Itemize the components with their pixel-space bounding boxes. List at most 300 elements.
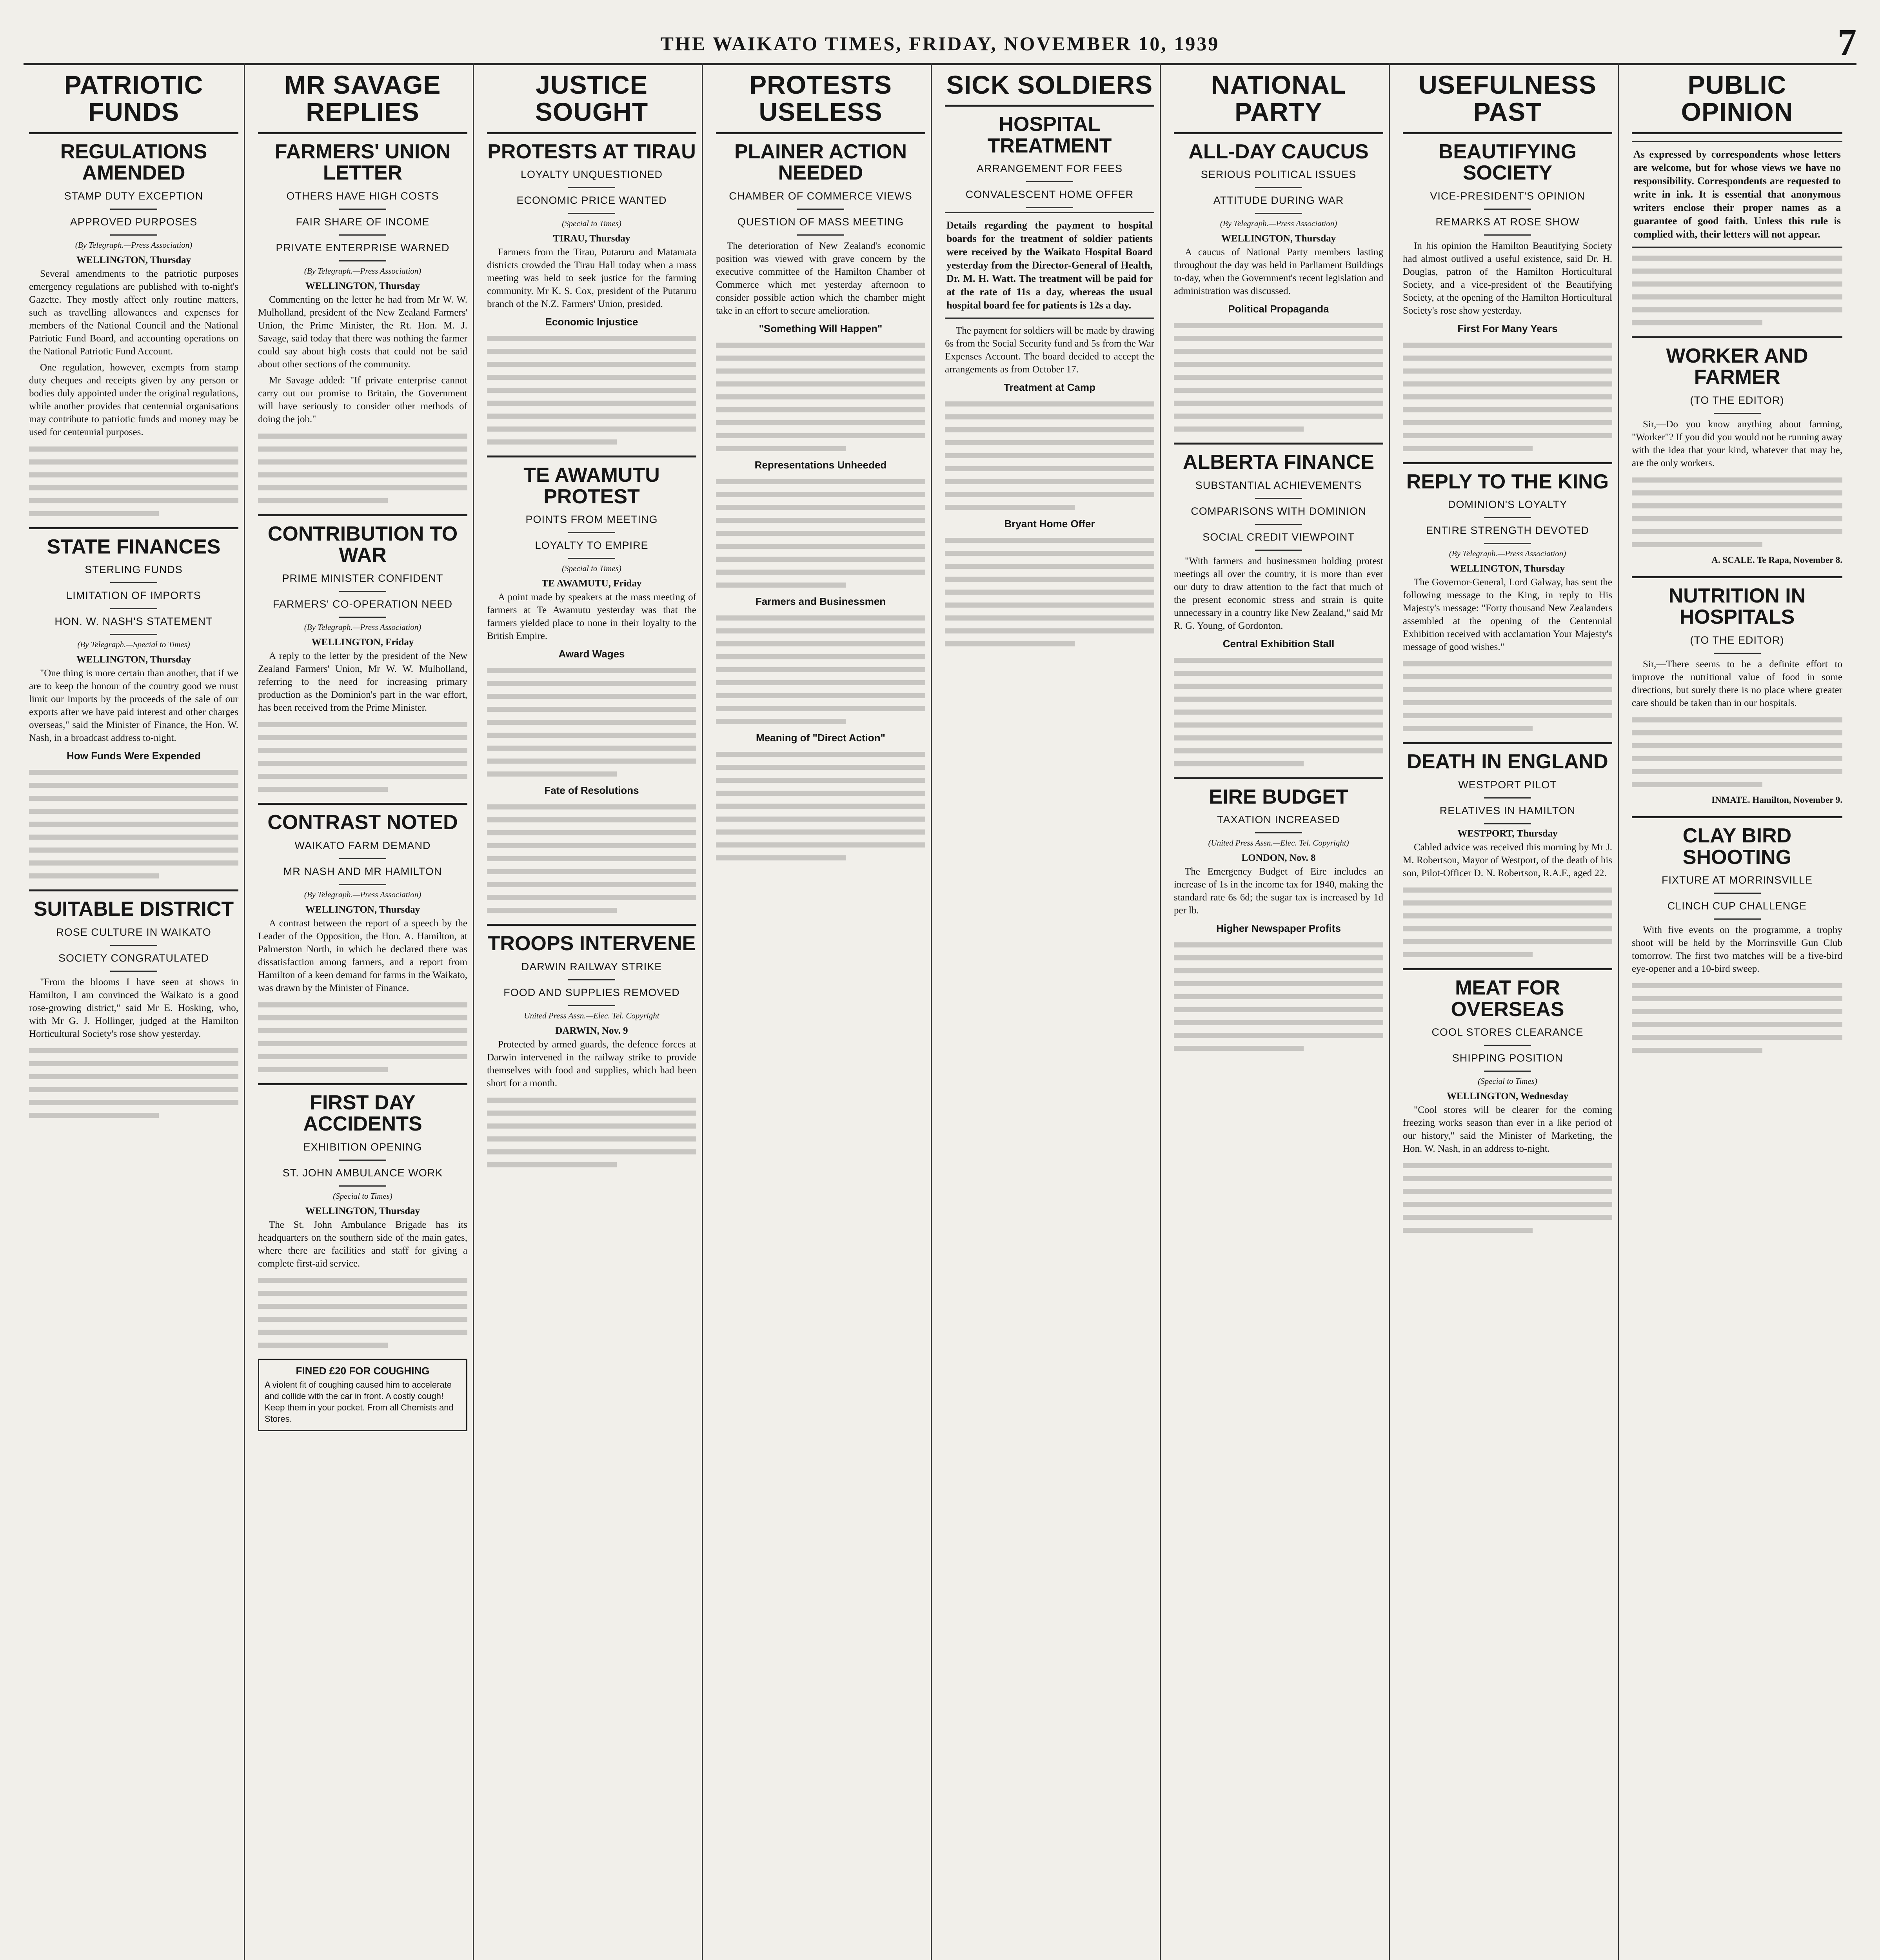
text-line <box>258 1041 467 1046</box>
text-line <box>29 498 238 503</box>
article-deck: ECONOMIC PRICE WANTED <box>516 194 667 207</box>
column <box>24 63 245 1960</box>
article-deck: QUESTION OF MASS MEETING <box>737 216 904 228</box>
text-line <box>945 505 1075 510</box>
text-line <box>487 388 696 393</box>
text-line <box>1174 323 1383 328</box>
article-dateline: LONDON, Nov. 8 <box>1241 853 1316 864</box>
text-line <box>716 641 925 646</box>
text-line <box>258 472 467 477</box>
article-headline: CLAY BIRD SHOOTING <box>1632 816 1842 868</box>
text-placeholder <box>487 1098 696 1167</box>
article-paragraph: "From the blooms I have seen at shows in Hamilton, I am convinced the Waikato is a good rose-growing district," said Mr E. Hosking, who, with Mr G. J. Hollinger, judged at the Hamilton Horticultural Society's rose show yesterday. <box>29 976 238 1039</box>
article-deck: FAIR SHARE OF INCOME <box>296 216 430 228</box>
article-deck: WESTPORT PILOT <box>1458 779 1557 791</box>
text-line <box>716 557 925 562</box>
advertisement <box>258 1359 467 1431</box>
article-dateline: WELLINGTON, Thursday <box>76 254 191 265</box>
article-subheading: "Something Will Happen" <box>759 322 883 334</box>
text-placeholder <box>258 1278 467 1348</box>
text-line <box>487 1111 696 1116</box>
text-line <box>487 336 696 341</box>
article <box>1403 968 1612 1233</box>
deck-rule <box>1714 413 1761 414</box>
article <box>1632 336 1842 565</box>
article-deck: (TO THE EDITOR) <box>1690 634 1784 646</box>
text-line <box>716 570 925 575</box>
column <box>710 63 932 1960</box>
text-line <box>716 407 925 412</box>
article-headline: FIRST DAY ACCIDENTS <box>258 1083 467 1135</box>
text-placeholder <box>716 479 925 588</box>
text-line <box>716 446 846 451</box>
deck-rule <box>1026 207 1073 208</box>
text-line <box>487 843 696 848</box>
article-paragraph: Cabled advice was received this morning by Mr J. M. Robertson, Mayor of Westport, of the death of his son, Pilot-Officer D. N. Robertson, R.A.F., aged 22. <box>1403 842 1612 878</box>
article-deck: FOOD AND SUPPLIES REMOVED <box>503 986 680 998</box>
text-line <box>1403 661 1612 666</box>
article <box>1174 777 1383 1051</box>
text-line <box>1174 1033 1383 1038</box>
deck-rule <box>110 234 157 236</box>
article-credit: (By Telegraph.—Press Association) <box>75 240 193 250</box>
text-line <box>258 1015 467 1020</box>
text-line <box>487 771 617 777</box>
column-headline: JUSTICE SOUGHT <box>487 71 696 134</box>
article-deck: FIXTURE AT MORRINSVILLE <box>1661 874 1813 886</box>
article-headline: TE AWAMUTU PROTEST <box>487 456 696 507</box>
article-credit: (Special to Times) <box>333 1191 392 1201</box>
article-paragraph: A point made by speakers at the mass meeting of farmers at Te Awamutu yesterday was that the farmers yielded place to none in their loyalty to the British Empire. <box>487 592 696 642</box>
article-paragraph: The Emergency Budget of Eire includes an increase of 1s in the income tax for 1940, making the standard rate 6s 6d; the sugar tax is increased by 1d per lb. <box>1174 866 1383 916</box>
article-deck: SUBSTANTIAL ACHIEVEMENTS <box>1195 479 1362 491</box>
article-dateline: DARWIN, Nov. 9 <box>555 1025 628 1036</box>
text-line <box>258 498 388 503</box>
text-line <box>487 746 696 751</box>
article-credit: (By Telegraph.—Press Association) <box>1220 219 1337 229</box>
text-placeholder <box>1403 887 1612 957</box>
article-credit: (Special to Times) <box>562 219 621 229</box>
text-line <box>1174 414 1383 419</box>
text-placeholder <box>1403 343 1612 451</box>
text-line <box>1174 968 1383 973</box>
text-line <box>29 822 238 827</box>
deck-rule <box>1484 209 1531 210</box>
text-line <box>258 735 467 740</box>
article-credit: (By Telegraph.—Special to Times) <box>77 640 190 650</box>
article-deck: STAMP DUTY EXCEPTION <box>64 190 203 202</box>
article-paragraph: The St. John Ambulance Brigade has its headquarters on the southern side of the main gates, where there are facilities and staff for giving a complete first-aid service. <box>258 1219 467 1269</box>
article-headline: MEAT FOR OVERSEAS <box>1403 968 1612 1020</box>
text-line <box>1174 942 1383 947</box>
text-line <box>716 505 925 510</box>
text-line <box>487 759 696 764</box>
text-line <box>716 778 925 783</box>
text-line <box>716 719 846 724</box>
text-line <box>1403 687 1612 692</box>
deck-rule <box>339 209 386 210</box>
advert-text: A violent fit of coughing caused him to accelerate and collide with the car in front. A costly cough! Keep them in your pocket. From all Chemists and Stores. <box>265 1379 454 1424</box>
deck-rule <box>1484 517 1531 518</box>
article-paragraph: With five events on the programme, a trophy shoot will be held by the Morrinsville Gun Club tomorrow. The first two matches will be a five-bird eye-opener and a 10-bird sweep. <box>1632 925 1842 975</box>
text-line <box>1174 1020 1383 1025</box>
text-line <box>1174 710 1383 715</box>
article-subheading: Bryant Home Offer <box>1004 518 1095 530</box>
article-credit: (By Telegraph.—Press Association) <box>304 889 421 899</box>
article <box>258 803 467 1072</box>
deck-rule <box>797 209 844 210</box>
text-line <box>945 628 1154 633</box>
article <box>1403 742 1612 957</box>
text-line <box>487 869 696 874</box>
deck-rule <box>110 608 157 609</box>
text-line <box>1403 700 1612 705</box>
text-line <box>716 615 925 621</box>
article-dateline: WELLINGTON, Thursday <box>1221 233 1336 244</box>
text-line <box>1174 981 1383 986</box>
text-line <box>716 433 925 438</box>
text-placeholder <box>1632 477 1842 547</box>
article-paragraph: Farmers from the Tirau, Putaruru and Matamata districts crowded the Tirau Hall today when a mass meeting was held to seek justice for the farming community. Mr K. S. Cox, president of the Putaruru branch of the N.Z. Farmers' Union, presided. <box>487 247 696 310</box>
article-headline: FARMERS' UNION LETTER <box>274 140 451 185</box>
letter-signature: INMATE. Hamilton, November 9. <box>1711 795 1842 805</box>
article <box>1632 816 1842 1053</box>
deck-rule <box>110 634 157 635</box>
deck-rule <box>1714 918 1761 920</box>
text-line <box>1632 1009 1842 1014</box>
article-deck: EXHIBITION OPENING <box>303 1141 422 1153</box>
deck-rule <box>1255 498 1302 499</box>
text-line <box>1174 362 1383 367</box>
text-line <box>29 873 159 878</box>
text-line <box>1403 726 1533 731</box>
deck-rule <box>1484 797 1531 799</box>
article <box>29 141 238 516</box>
article-deck: SERIOUS POLITICAL ISSUES <box>1201 169 1357 181</box>
article-subheading: Economic Injustice <box>545 316 638 328</box>
text-line <box>1174 994 1383 999</box>
article-headline: TROOPS INTERVENE <box>487 924 696 955</box>
text-line <box>716 680 925 685</box>
text-line <box>1632 256 1842 261</box>
column <box>1168 63 1390 1960</box>
text-line <box>29 1100 238 1105</box>
text-line <box>29 860 238 866</box>
article-headline: PLAINER ACTION NEEDED <box>734 140 907 185</box>
column-headline: SICK SOLDIERS <box>945 71 1154 107</box>
text-placeholder <box>258 722 467 792</box>
text-line <box>487 733 696 738</box>
text-line <box>716 706 925 711</box>
article-deck: PRIME MINISTER CONFIDENT <box>282 572 443 584</box>
article-paragraph: Sir,—There seems to be a definite effort to improve the nutritional value of food in some directions, but surely there is no place where greater care should be taken than in our hospitals. <box>1632 659 1842 708</box>
text-line <box>1174 671 1383 676</box>
text-placeholder <box>1174 658 1383 766</box>
deck-rule <box>339 1185 386 1187</box>
page-number: 7 <box>1838 21 1856 63</box>
text-line <box>1174 748 1383 753</box>
text-line <box>29 848 238 853</box>
text-line <box>945 641 1075 646</box>
text-line <box>945 440 1154 445</box>
text-line <box>487 349 696 354</box>
text-line <box>945 564 1154 569</box>
deck-rule <box>339 260 386 261</box>
article-deck: MR NASH AND MR HAMILTON <box>283 865 442 877</box>
letter-signature: A. SCALE. Te Rapa, November 8. <box>1711 555 1842 565</box>
text-line <box>1632 717 1842 722</box>
text-line <box>1403 433 1612 438</box>
article-paragraph: Mr Savage added: "If private enterprise cannot carry out our promise to Britain, the Government will have seriously to consider other methods of doing the job." <box>258 375 467 425</box>
deck-rule <box>1484 823 1531 824</box>
text-line <box>1403 713 1612 718</box>
article-dateline: WELLINGTON, Thursday <box>305 280 420 291</box>
deck-rule <box>1484 1045 1531 1046</box>
text-line <box>29 770 238 775</box>
text-line <box>487 720 696 725</box>
text-line <box>1403 952 1533 957</box>
article-subheading: Fate of Resolutions <box>544 784 639 797</box>
text-placeholder <box>1632 983 1842 1053</box>
text-line <box>487 804 696 809</box>
column-headline: MR SAVAGE REPLIES <box>258 71 467 134</box>
text-line <box>1632 503 1842 508</box>
text-line <box>29 835 238 840</box>
text-line <box>29 1074 238 1079</box>
article-deck: STERLING FUNDS <box>85 564 183 576</box>
article <box>487 924 696 1167</box>
text-line <box>1403 887 1612 893</box>
text-line <box>945 466 1154 471</box>
article-headline: CONTRAST NOTED <box>258 803 467 833</box>
text-placeholder <box>716 615 925 724</box>
deck-rule <box>110 582 157 583</box>
text-line <box>1174 401 1383 406</box>
text-line <box>1174 1007 1383 1012</box>
article-dateline: WELLINGTON, Friday <box>311 637 414 648</box>
deck-rule <box>568 558 615 559</box>
text-line <box>29 485 238 490</box>
text-line <box>258 761 467 766</box>
column-headline: USEFULNESS PAST <box>1403 71 1612 134</box>
article-headline: EIRE BUDGET <box>1174 777 1383 808</box>
article-deck: ENTIRE STRENGTH DEVOTED <box>1426 524 1589 537</box>
text-line <box>258 748 467 753</box>
text-line <box>1403 407 1612 412</box>
text-line <box>29 1061 238 1066</box>
text-line <box>487 439 617 445</box>
article-subheading: Treatment at Camp <box>1003 381 1096 394</box>
article-deck: LOYALTY TO EMPIRE <box>535 539 648 552</box>
text-line <box>716 394 925 399</box>
text-placeholder <box>29 770 238 878</box>
text-line <box>258 1317 467 1322</box>
article-deck: ROSE CULTURE IN WAIKATO <box>56 926 211 938</box>
article <box>1632 576 1842 805</box>
text-line <box>258 1278 467 1283</box>
text-line <box>1632 516 1842 521</box>
article-deck: HON. W. NASH'S STATEMENT <box>54 615 213 628</box>
text-line <box>258 1343 388 1348</box>
text-line <box>258 434 467 439</box>
text-line <box>1403 356 1612 361</box>
text-placeholder <box>487 336 696 445</box>
article <box>1174 443 1383 766</box>
article-deck: CLINCH CUP CHALLENGE <box>1667 900 1807 912</box>
text-line <box>487 817 696 822</box>
text-line <box>945 577 1154 582</box>
text-line <box>29 783 238 788</box>
advert-headline: FINED £20 FOR COUGHING <box>296 1365 430 1377</box>
article-deck: POINTS FROM MEETING <box>525 514 658 526</box>
article-intro: As expressed by correspondents whose letters are welcome, but for whose views we have no responsibility. Correspondents are requested to write in ink. It is essential that anonymous writers enclose their proper names as a guarantee of good faith. Unless this rule is complied with, their letters will not appear. <box>1632 141 1842 248</box>
article-paragraph: The Governor-General, Lord Galway, has sent the following message to the King, in reply to His Majesty's message: "Forty thousand New Zealanders assembled at the opening of the Centennial Exhibition received with acclamation Your Majesty's message of good wishes." <box>1403 577 1612 653</box>
deck-rule <box>1484 543 1531 544</box>
text-line <box>716 765 925 770</box>
article-subheading: How Funds Were Expended <box>67 750 201 762</box>
article-credit: (United Press Assn.—Elec. Tel. Copyright) <box>1208 838 1349 848</box>
text-line <box>1174 722 1383 728</box>
article-deck: WAIKATO FARM DEMAND <box>294 839 431 851</box>
text-line <box>258 722 467 727</box>
text-line <box>716 628 925 633</box>
deck-rule <box>1484 234 1531 236</box>
text-line <box>1403 1228 1533 1233</box>
article-deck: SOCIAL CREDIT VIEWPOINT <box>1202 531 1355 543</box>
article-dateline: WELLINGTON, Thursday <box>305 904 420 915</box>
article-dateline: TE AWAMUTU, Friday <box>541 578 642 589</box>
article-credit: (Special to Times) <box>562 564 621 573</box>
text-line <box>29 1087 238 1092</box>
text-line <box>716 654 925 659</box>
deck-rule <box>1714 653 1761 654</box>
text-placeholder <box>258 434 467 503</box>
article-subheading: Central Exhibition Stall <box>1222 637 1335 650</box>
text-line <box>1174 684 1383 689</box>
text-line <box>1403 1189 1612 1194</box>
text-line <box>945 453 1154 458</box>
text-line <box>716 368 925 374</box>
column-headline: NATIONAL PARTY <box>1174 71 1383 134</box>
text-line <box>487 1136 696 1142</box>
text-placeholder <box>1403 1163 1612 1233</box>
column <box>1626 63 1848 1960</box>
article-deck: SOCIETY CONGRATULATED <box>58 952 209 964</box>
text-line <box>29 472 238 477</box>
text-line <box>716 829 925 835</box>
text-line <box>1174 349 1383 354</box>
text-line <box>258 1054 467 1059</box>
text-line <box>1403 343 1612 348</box>
text-line <box>487 426 696 432</box>
text-line <box>716 855 846 860</box>
text-line <box>487 414 696 419</box>
text-line <box>1174 388 1383 393</box>
text-line <box>1174 658 1383 663</box>
article-deck: OTHERS HAVE HIGH COSTS <box>286 190 439 202</box>
article <box>1632 141 1842 325</box>
article-headline: WORKER AND FARMER <box>1632 336 1842 388</box>
deck-rule <box>110 945 157 946</box>
text-line <box>1403 394 1612 399</box>
article-headline: SUITABLE DISTRICT <box>29 889 238 920</box>
article-subheading: First For Many Years <box>1457 322 1558 334</box>
text-line <box>1632 1048 1762 1053</box>
article-paragraph: A reply to the letter by the president of the New Zealand Farmers' Union, Mr W. W. Mulholland, referring to the need for increasing primary production as the Dominion's part in the war effort, has been received from the Prime Minister. <box>258 650 467 713</box>
text-line <box>487 856 696 861</box>
deck-rule <box>110 209 157 210</box>
article-paragraph: Commenting on the letter he had from Mr W. W. Mulholland, president of the New Zealand Farmers' Union, the Prime Minister, the Rt. Hon. M. J. Savage, said today that there was nothing the farmer could say about high costs that could not be said about other sections of the community. <box>258 294 467 370</box>
article-subheading: Representations Unheeded <box>754 459 887 471</box>
text-line <box>945 492 1154 497</box>
article-headline: BEAUTIFYING SOCIETY <box>1438 140 1577 185</box>
text-line <box>487 882 696 887</box>
text-placeholder <box>945 538 1154 646</box>
article-deck: CONVALESCENT HOME OFFER <box>965 189 1134 201</box>
text-line <box>945 603 1154 608</box>
article-deck: RELATIVES IN HAMILTON <box>1439 804 1576 817</box>
deck-rule <box>797 234 844 236</box>
text-line <box>716 531 925 536</box>
deck-rule <box>568 979 615 980</box>
column <box>481 63 703 1960</box>
text-line <box>716 479 925 484</box>
text-placeholder <box>29 446 238 516</box>
text-line <box>1632 996 1842 1001</box>
text-line <box>29 1113 159 1118</box>
column <box>939 63 1161 1960</box>
article-headline: PROTESTS AT TIRAU <box>487 140 696 163</box>
article-paragraph: The deterioration of New Zealand's economic position was viewed with grave concern by the executive committee of the Hamilton Chamber of Commerce which met yesterday afternoon to consider possible action which the chamber might take in an effort to secure amelioration. <box>716 240 925 316</box>
text-line <box>945 479 1154 484</box>
article-paragraph: One regulation, however, exempts from stamp duty cheques and receipts given by any person or bodies duly appointed under the original regulations, while another provides that centennial organisations may contribute to patriotic funds and money may be used for centennial purposes. <box>29 362 238 437</box>
text-line <box>487 694 696 699</box>
article-subheading: Award Wages <box>558 648 625 660</box>
article-paragraph: Several amendments to the patriotic purposes emergency regulations are published with to-night's Gazette. They mostly affect only routine matters, such as travelling allowances and expenses for members of the National Council and the National Patriotic Fund Board, and accounting operations on the National Patriotic Fund Account. <box>29 268 238 357</box>
article-deck: DARWIN RAILWAY STRIKE <box>521 960 662 973</box>
article-dateline: WELLINGTON, Thursday <box>1450 563 1565 574</box>
text-line <box>258 1067 388 1072</box>
text-line <box>487 1162 617 1167</box>
column <box>252 63 474 1960</box>
text-line <box>1403 381 1612 387</box>
text-line <box>716 356 925 361</box>
text-line <box>258 1304 467 1309</box>
article-subheading: Meaning of "Direct Action" <box>756 731 885 744</box>
column-headline: PUBLIC OPINION <box>1632 71 1842 134</box>
article <box>487 456 696 913</box>
text-line <box>29 809 238 814</box>
deck-rule <box>568 187 615 188</box>
text-line <box>1632 730 1842 735</box>
text-line <box>945 551 1154 556</box>
deck-rule <box>568 532 615 533</box>
text-placeholder <box>1174 942 1383 1051</box>
text-line <box>716 518 925 523</box>
article <box>945 114 1154 646</box>
deck-rule <box>1255 832 1302 833</box>
article <box>1403 141 1612 451</box>
article-credit: (Special to Times) <box>1478 1076 1537 1086</box>
text-line <box>945 414 1154 419</box>
text-line <box>1632 269 1842 274</box>
deck-rule <box>1255 524 1302 525</box>
article-headline: DEATH IN ENGLAND <box>1403 742 1612 773</box>
deck-rule <box>1255 187 1302 188</box>
text-line <box>1403 939 1612 944</box>
text-line <box>1632 743 1842 748</box>
article-headline: NUTRITION IN HOSPITALS <box>1632 576 1842 628</box>
